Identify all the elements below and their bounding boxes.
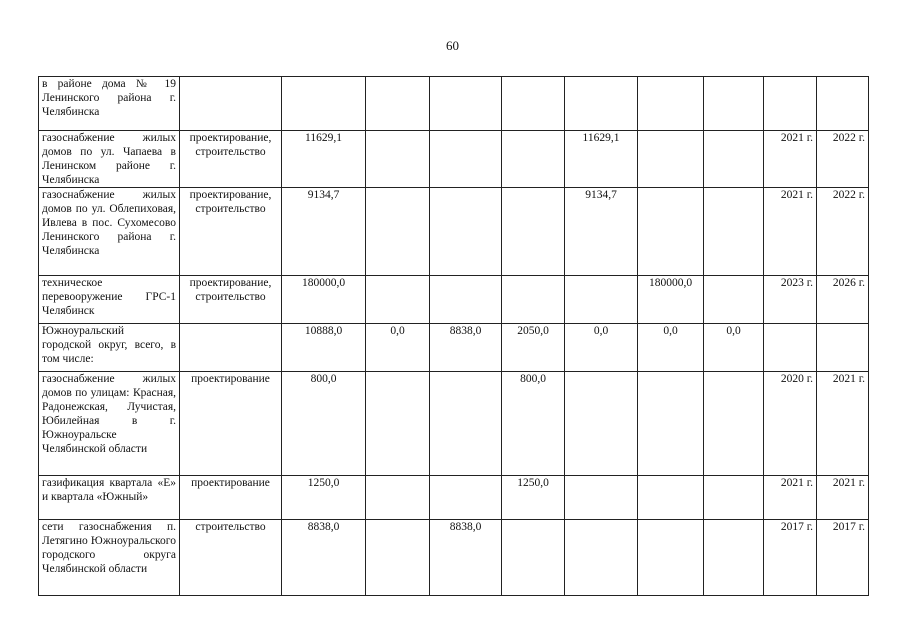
cell-value xyxy=(366,188,430,276)
cell-value xyxy=(704,77,764,131)
table-row xyxy=(39,372,869,476)
cell-value xyxy=(430,77,502,131)
cell-type xyxy=(180,324,282,372)
cell-end-year: 2022 г. xyxy=(817,188,869,276)
cell-total: 10888,0 xyxy=(282,324,366,372)
cell-value xyxy=(565,476,638,520)
cell-value: 0,0 xyxy=(638,324,704,372)
table-row xyxy=(39,276,869,324)
cell-name: газоснабжение жилых домов по ул. Облепиховая, Ивлева в пос. Сухомесово Ленинского района г. Челябинска xyxy=(39,188,180,276)
gasification-table xyxy=(38,76,869,596)
cell-value xyxy=(638,131,704,188)
cell-type xyxy=(180,77,282,131)
cell-value xyxy=(430,476,502,520)
cell-value xyxy=(502,131,565,188)
table-body xyxy=(39,77,869,596)
cell-value xyxy=(565,520,638,596)
cell-value xyxy=(502,188,565,276)
cell-value xyxy=(704,188,764,276)
cell-value xyxy=(430,188,502,276)
cell-start-year: 2021 г. xyxy=(764,476,817,520)
cell-value xyxy=(366,520,430,596)
cell-value xyxy=(565,276,638,324)
cell-end-year xyxy=(817,324,869,372)
cell-value xyxy=(638,520,704,596)
cell-total: 1250,0 xyxy=(282,476,366,520)
cell-value xyxy=(502,77,565,131)
cell-start-year: 2021 г. xyxy=(764,131,817,188)
table-row xyxy=(39,520,869,596)
table-row xyxy=(39,324,869,372)
cell-value: 0,0 xyxy=(704,324,764,372)
cell-value xyxy=(704,131,764,188)
cell-total: 800,0 xyxy=(282,372,366,476)
cell-start-year: 2017 г. xyxy=(764,520,817,596)
cell-value: 0,0 xyxy=(366,324,430,372)
cell-type: проектирование, строительство xyxy=(180,188,282,276)
table-row xyxy=(39,77,869,131)
cell-total: 8838,0 xyxy=(282,520,366,596)
cell-value: 800,0 xyxy=(502,372,565,476)
cell-type: проектирование xyxy=(180,476,282,520)
cell-value xyxy=(565,372,638,476)
cell-value: 180000,0 xyxy=(638,276,704,324)
cell-value xyxy=(565,77,638,131)
cell-name: Южноуральский городской округ, всего, в том числе: xyxy=(39,324,180,372)
cell-end-year: 2017 г. xyxy=(817,520,869,596)
cell-value: 2050,0 xyxy=(502,324,565,372)
cell-total: 11629,1 xyxy=(282,131,366,188)
cell-value: 11629,1 xyxy=(565,131,638,188)
cell-value: 9134,7 xyxy=(565,188,638,276)
cell-type: проектирование, строительство xyxy=(180,131,282,188)
cell-start-year: 2021 г. xyxy=(764,188,817,276)
cell-total xyxy=(282,77,366,131)
cell-type: проектирование, строительство xyxy=(180,276,282,324)
table-row xyxy=(39,131,869,188)
cell-value: 8838,0 xyxy=(430,324,502,372)
cell-value xyxy=(638,476,704,520)
cell-value xyxy=(366,372,430,476)
cell-type: проектирование xyxy=(180,372,282,476)
cell-name: газоснабжение жилых домов по ул. Чапаева в Ленинском районе г. Челябинска xyxy=(39,131,180,188)
cell-name: газоснабжение жилых домов по улицам: Красная, Радонежская, Лучистая, Юбилейная в г. Южноуральске Челябинской области xyxy=(39,372,180,476)
cell-value xyxy=(430,131,502,188)
cell-total: 180000,0 xyxy=(282,276,366,324)
cell-value: 8838,0 xyxy=(430,520,502,596)
cell-end-year xyxy=(817,77,869,131)
cell-end-year: 2021 г. xyxy=(817,476,869,520)
cell-type: строительство xyxy=(180,520,282,596)
table-row xyxy=(39,188,869,276)
cell-name: в районе дома № 19 Ленинского района г. Челябинска xyxy=(39,77,180,131)
cell-value xyxy=(366,77,430,131)
cell-value xyxy=(638,77,704,131)
cell-name: техническое перевооружение ГРС-1 Челябинск xyxy=(39,276,180,324)
cell-value xyxy=(704,276,764,324)
cell-value xyxy=(366,131,430,188)
cell-value xyxy=(502,520,565,596)
cell-start-year: 2020 г. xyxy=(764,372,817,476)
page-number: 60 xyxy=(446,38,459,53)
cell-total: 9134,7 xyxy=(282,188,366,276)
cell-value xyxy=(430,276,502,324)
cell-value xyxy=(502,276,565,324)
cell-start-year xyxy=(764,77,817,131)
cell-start-year xyxy=(764,324,817,372)
cell-value xyxy=(638,188,704,276)
cell-value xyxy=(430,372,502,476)
cell-value xyxy=(366,276,430,324)
cell-value xyxy=(366,476,430,520)
cell-end-year: 2021 г. xyxy=(817,372,869,476)
cell-value xyxy=(704,520,764,596)
cell-value: 1250,0 xyxy=(502,476,565,520)
cell-value xyxy=(704,372,764,476)
cell-value xyxy=(638,372,704,476)
cell-end-year: 2022 г. xyxy=(817,131,869,188)
table-row xyxy=(39,476,869,520)
cell-name: газификация квартала «Е» и квартала «Южный» xyxy=(39,476,180,520)
cell-start-year: 2023 г. xyxy=(764,276,817,324)
cell-value: 0,0 xyxy=(565,324,638,372)
cell-name: сети газоснабжения п. Летягино Южноуральского городского округа Челябинской области xyxy=(39,520,180,596)
cell-end-year: 2026 г. xyxy=(817,276,869,324)
cell-value xyxy=(704,476,764,520)
